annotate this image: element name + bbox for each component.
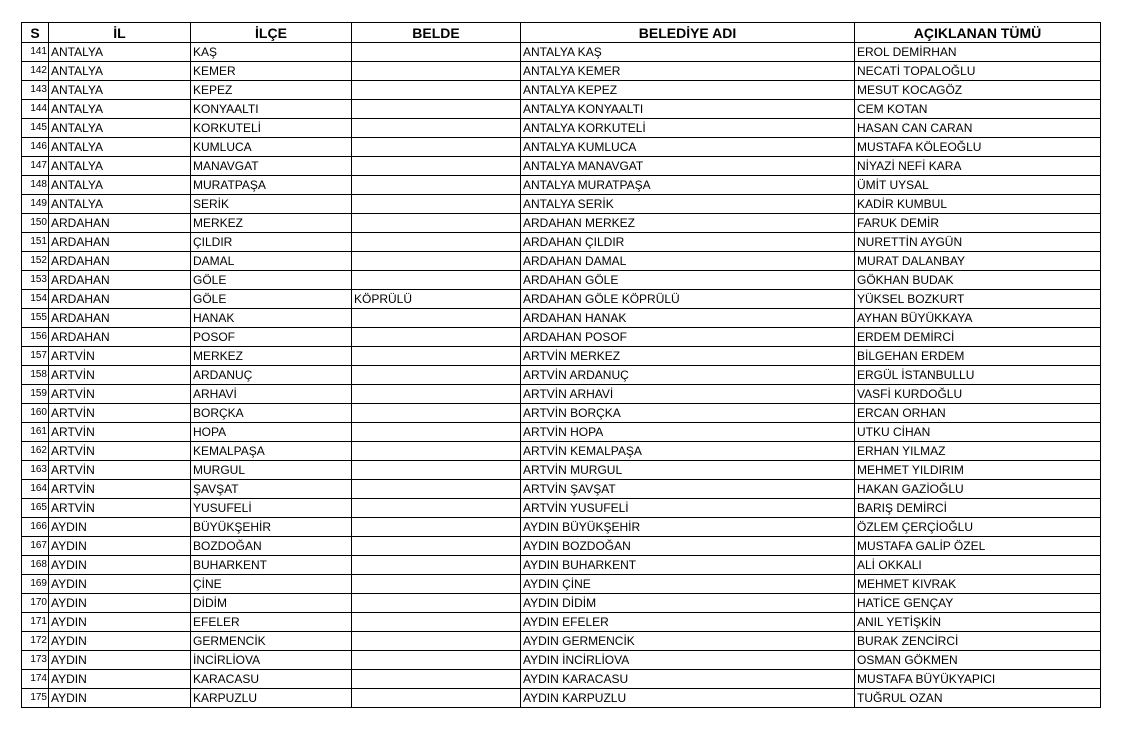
cell-il: ARDAHAN (49, 328, 191, 347)
cell-belde (352, 689, 521, 708)
cell-belde (352, 81, 521, 100)
row-number: 156 (22, 328, 49, 347)
cell-belde (352, 575, 521, 594)
row-number: 159 (22, 385, 49, 404)
table-row (22, 62, 1101, 81)
cell-belde (352, 537, 521, 556)
cell-belde (352, 385, 521, 404)
cell-aciklanan-tumu: NİYAZİ NEFİ KARA (855, 157, 1101, 176)
cell-ilce: ŞAVŞAT (191, 480, 352, 499)
cell-ilce: KARACASU (191, 670, 352, 689)
cell-belde (352, 233, 521, 252)
cell-ilce: ARDANUÇ (191, 366, 352, 385)
table-row (22, 651, 1101, 670)
cell-il: ARTVİN (49, 423, 191, 442)
table-row (22, 518, 1101, 537)
table-row (22, 556, 1101, 575)
cell-il: AYDIN (49, 556, 191, 575)
table-row (22, 290, 1101, 309)
table-row (22, 119, 1101, 138)
cell-belde (352, 670, 521, 689)
cell-belediye-adi: ARTVİN ARHAVİ (521, 385, 855, 404)
row-number: 170 (22, 594, 49, 613)
cell-ilce: KEPEZ (191, 81, 352, 100)
row-number: 166 (22, 518, 49, 537)
cell-belde (352, 518, 521, 537)
cell-belediye-adi: ANTALYA MANAVGAT (521, 157, 855, 176)
table-row (22, 594, 1101, 613)
table-row (22, 423, 1101, 442)
cell-aciklanan-tumu: UTKU CİHAN (855, 423, 1101, 442)
cell-ilce: MANAVGAT (191, 157, 352, 176)
cell-belde (352, 271, 521, 290)
table-row (22, 385, 1101, 404)
table-row (22, 157, 1101, 176)
table-row (22, 233, 1101, 252)
row-number: 148 (22, 176, 49, 195)
cell-ilce: KORKUTELİ (191, 119, 352, 138)
cell-il: ARTVİN (49, 461, 191, 480)
cell-aciklanan-tumu: ERHAN YILMAZ (855, 442, 1101, 461)
cell-belde (352, 100, 521, 119)
cell-belde (352, 195, 521, 214)
cell-belediye-adi: ARTVİN BORÇKA (521, 404, 855, 423)
cell-ilce: POSOF (191, 328, 352, 347)
cell-aciklanan-tumu: BİLGEHAN ERDEM (855, 347, 1101, 366)
row-number: 175 (22, 689, 49, 708)
cell-il: ARTVİN (49, 385, 191, 404)
table-row (22, 575, 1101, 594)
cell-aciklanan-tumu: HAKAN GAZİOĞLU (855, 480, 1101, 499)
row-number: 145 (22, 119, 49, 138)
cell-belde (352, 556, 521, 575)
cell-ilce: BÜYÜKŞEHİR (191, 518, 352, 537)
cell-ilce: KUMLUCA (191, 138, 352, 157)
row-number: 150 (22, 214, 49, 233)
cell-il: ANTALYA (49, 138, 191, 157)
table-row (22, 537, 1101, 556)
cell-belde (352, 309, 521, 328)
cell-belediye-adi: AYDIN BUHARKENT (521, 556, 855, 575)
cell-belde (352, 594, 521, 613)
cell-belediye-adi: AYDIN BOZDOĞAN (521, 537, 855, 556)
cell-ilce: BORÇKA (191, 404, 352, 423)
cell-aciklanan-tumu: CEM KOTAN (855, 100, 1101, 119)
cell-belediye-adi: ARTVİN YUSUFELİ (521, 499, 855, 518)
cell-belde (352, 632, 521, 651)
cell-ilce: BUHARKENT (191, 556, 352, 575)
row-number: 153 (22, 271, 49, 290)
table-row (22, 613, 1101, 632)
cell-il: ARDAHAN (49, 233, 191, 252)
table-row (22, 138, 1101, 157)
row-number: 155 (22, 309, 49, 328)
cell-il: ARDAHAN (49, 214, 191, 233)
cell-il: ARTVİN (49, 404, 191, 423)
cell-il: ARDAHAN (49, 252, 191, 271)
cell-aciklanan-tumu: FARUK DEMİR (855, 214, 1101, 233)
cell-aciklanan-tumu: HATİCE GENÇAY (855, 594, 1101, 613)
cell-aciklanan-tumu: MUSTAFA GALİP ÖZEL (855, 537, 1101, 556)
cell-il: ANTALYA (49, 119, 191, 138)
row-number: 152 (22, 252, 49, 271)
table-row (22, 309, 1101, 328)
header-aciklanan-tumu: AÇIKLANAN TÜMÜ (855, 23, 1101, 43)
table-row (22, 252, 1101, 271)
cell-belediye-adi: ANTALYA SERİK (521, 195, 855, 214)
cell-belediye-adi: ARDAHAN HANAK (521, 309, 855, 328)
table-body (22, 43, 1101, 708)
cell-belediye-adi: ARTVİN MURGUL (521, 461, 855, 480)
row-number: 151 (22, 233, 49, 252)
cell-ilce: HOPA (191, 423, 352, 442)
cell-aciklanan-tumu: ÜMİT UYSAL (855, 176, 1101, 195)
cell-il: AYDIN (49, 670, 191, 689)
cell-ilce: GÖLE (191, 290, 352, 309)
cell-ilce: MERKEZ (191, 214, 352, 233)
cell-belediye-adi: ARDAHAN DAMAL (521, 252, 855, 271)
cell-ilce: ÇILDIR (191, 233, 352, 252)
cell-belediye-adi: AYDIN İNCİRLİOVA (521, 651, 855, 670)
cell-belediye-adi: ANTALYA MURATPAŞA (521, 176, 855, 195)
table-row (22, 347, 1101, 366)
cell-il: AYDIN (49, 537, 191, 556)
cell-ilce: KEMALPAŞA (191, 442, 352, 461)
cell-belediye-adi: ARTVİN ARDANUÇ (521, 366, 855, 385)
cell-belde: KÖPRÜLÜ (352, 290, 521, 309)
header-row (22, 23, 1101, 43)
cell-belediye-adi: ARTVİN KEMALPAŞA (521, 442, 855, 461)
cell-il: AYDIN (49, 651, 191, 670)
cell-ilce: MERKEZ (191, 347, 352, 366)
cell-belediye-adi: ANTALYA KONYAALTI (521, 100, 855, 119)
cell-il: ANTALYA (49, 43, 191, 62)
row-number: 163 (22, 461, 49, 480)
header-il: İL (49, 23, 191, 43)
row-number: 149 (22, 195, 49, 214)
cell-il: ANTALYA (49, 176, 191, 195)
cell-il: ANTALYA (49, 100, 191, 119)
row-number: 167 (22, 537, 49, 556)
table-row (22, 404, 1101, 423)
table-row (22, 214, 1101, 233)
table-row (22, 670, 1101, 689)
cell-ilce: İNCİRLİOVA (191, 651, 352, 670)
cell-il: AYDIN (49, 689, 191, 708)
cell-belediye-adi: ANTALYA KEMER (521, 62, 855, 81)
cell-ilce: KARPUZLU (191, 689, 352, 708)
row-number: 173 (22, 651, 49, 670)
cell-il: AYDIN (49, 518, 191, 537)
cell-aciklanan-tumu: ERDEM DEMİRCİ (855, 328, 1101, 347)
table-row (22, 81, 1101, 100)
cell-il: ANTALYA (49, 157, 191, 176)
cell-belde (352, 214, 521, 233)
results-table (21, 22, 1101, 708)
row-number: 169 (22, 575, 49, 594)
row-number: 157 (22, 347, 49, 366)
cell-il: AYDIN (49, 575, 191, 594)
cell-belediye-adi: ARDAHAN GÖLE (521, 271, 855, 290)
cell-ilce: HANAK (191, 309, 352, 328)
cell-belde (352, 119, 521, 138)
cell-aciklanan-tumu: BURAK ZENCİRCİ (855, 632, 1101, 651)
cell-il: AYDIN (49, 594, 191, 613)
cell-aciklanan-tumu: ANIL YETİŞKİN (855, 613, 1101, 632)
cell-belediye-adi: AYDIN DİDİM (521, 594, 855, 613)
cell-belediye-adi: AYDIN BÜYÜKŞEHİR (521, 518, 855, 537)
row-number: 160 (22, 404, 49, 423)
row-number: 174 (22, 670, 49, 689)
cell-ilce: KONYAALTI (191, 100, 352, 119)
row-number: 143 (22, 81, 49, 100)
cell-il: ARDAHAN (49, 309, 191, 328)
cell-ilce: KAŞ (191, 43, 352, 62)
cell-belde (352, 442, 521, 461)
cell-belediye-adi: AYDIN GERMENCİK (521, 632, 855, 651)
cell-il: ARDAHAN (49, 271, 191, 290)
table-row (22, 271, 1101, 290)
table-row (22, 43, 1101, 62)
row-number: 161 (22, 423, 49, 442)
table-row (22, 366, 1101, 385)
cell-belediye-adi: ARTVİN HOPA (521, 423, 855, 442)
cell-il: ANTALYA (49, 195, 191, 214)
cell-ilce: GÖLE (191, 271, 352, 290)
cell-aciklanan-tumu: ERGÜL İSTANBULLU (855, 366, 1101, 385)
table-row (22, 480, 1101, 499)
cell-aciklanan-tumu: HASAN CAN CARAN (855, 119, 1101, 138)
cell-belediye-adi: ANTALYA KORKUTELİ (521, 119, 855, 138)
cell-belediye-adi: ARDAHAN GÖLE KÖPRÜLÜ (521, 290, 855, 309)
table-row (22, 689, 1101, 708)
cell-belde (352, 461, 521, 480)
cell-belde (352, 138, 521, 157)
cell-aciklanan-tumu: MESUT KOCAGÖZ (855, 81, 1101, 100)
cell-aciklanan-tumu: BARIŞ DEMİRCİ (855, 499, 1101, 518)
table-row (22, 100, 1101, 119)
cell-belediye-adi: AYDIN KARACASU (521, 670, 855, 689)
cell-belediye-adi: AYDIN EFELER (521, 613, 855, 632)
header-s: S (22, 23, 49, 43)
cell-il: ARDAHAN (49, 290, 191, 309)
cell-il: ARTVİN (49, 366, 191, 385)
row-number: 141 (22, 43, 49, 62)
cell-belde (352, 404, 521, 423)
cell-belediye-adi: ANTALYA KAŞ (521, 43, 855, 62)
cell-belediye-adi: ARDAHAN MERKEZ (521, 214, 855, 233)
cell-ilce: DAMAL (191, 252, 352, 271)
cell-il: AYDIN (49, 613, 191, 632)
cell-aciklanan-tumu: EROL DEMİRHAN (855, 43, 1101, 62)
cell-ilce: ÇİNE (191, 575, 352, 594)
cell-belediye-adi: AYDIN KARPUZLU (521, 689, 855, 708)
cell-belediye-adi: ARDAHAN ÇILDIR (521, 233, 855, 252)
cell-belediye-adi: ARDAHAN POSOF (521, 328, 855, 347)
cell-belediye-adi: ANTALYA KUMLUCA (521, 138, 855, 157)
cell-belde (352, 43, 521, 62)
cell-aciklanan-tumu: ALİ OKKALI (855, 556, 1101, 575)
row-number: 147 (22, 157, 49, 176)
cell-il: AYDIN (49, 632, 191, 651)
cell-ilce: BOZDOĞAN (191, 537, 352, 556)
cell-belediye-adi: ARTVİN ŞAVŞAT (521, 480, 855, 499)
header-belde: BELDE (352, 23, 521, 43)
row-number: 171 (22, 613, 49, 632)
table-row (22, 461, 1101, 480)
row-number: 158 (22, 366, 49, 385)
cell-aciklanan-tumu: GÖKHAN BUDAK (855, 271, 1101, 290)
cell-ilce: SERİK (191, 195, 352, 214)
cell-aciklanan-tumu: MEHMET YILDIRIM (855, 461, 1101, 480)
cell-ilce: KEMER (191, 62, 352, 81)
cell-aciklanan-tumu: MUSTAFA BÜYÜKYAPICI (855, 670, 1101, 689)
table-row (22, 632, 1101, 651)
cell-il: ARTVİN (49, 499, 191, 518)
cell-aciklanan-tumu: OSMAN GÖKMEN (855, 651, 1101, 670)
cell-il: ARTVİN (49, 480, 191, 499)
cell-belde (352, 366, 521, 385)
cell-belediye-adi: ANTALYA KEPEZ (521, 81, 855, 100)
cell-belde (352, 157, 521, 176)
row-number: 144 (22, 100, 49, 119)
cell-aciklanan-tumu: ERCAN ORHAN (855, 404, 1101, 423)
cell-aciklanan-tumu: NURETTİN AYGÜN (855, 233, 1101, 252)
table-row (22, 328, 1101, 347)
row-number: 162 (22, 442, 49, 461)
cell-aciklanan-tumu: VASFİ KURDOĞLU (855, 385, 1101, 404)
cell-ilce: MURATPAŞA (191, 176, 352, 195)
table-row (22, 499, 1101, 518)
cell-belde (352, 480, 521, 499)
cell-belde (352, 328, 521, 347)
row-number: 164 (22, 480, 49, 499)
row-number: 168 (22, 556, 49, 575)
cell-ilce: GERMENCİK (191, 632, 352, 651)
cell-belde (352, 176, 521, 195)
cell-aciklanan-tumu: MUSTAFA KÖLEOĞLU (855, 138, 1101, 157)
row-number: 165 (22, 499, 49, 518)
cell-ilce: EFELER (191, 613, 352, 632)
cell-il: ANTALYA (49, 62, 191, 81)
cell-aciklanan-tumu: NECATİ TOPALOĞLU (855, 62, 1101, 81)
cell-il: ARTVİN (49, 347, 191, 366)
cell-belde (352, 252, 521, 271)
cell-aciklanan-tumu: ÖZLEM ÇERÇİOĞLU (855, 518, 1101, 537)
cell-belde (352, 423, 521, 442)
cell-aciklanan-tumu: YÜKSEL BOZKURT (855, 290, 1101, 309)
table-row (22, 176, 1101, 195)
cell-ilce: ARHAVİ (191, 385, 352, 404)
cell-belde (352, 62, 521, 81)
cell-aciklanan-tumu: TUĞRUL OZAN (855, 689, 1101, 708)
header-ilce: İLÇE (191, 23, 352, 43)
cell-belde (352, 613, 521, 632)
cell-il: ANTALYA (49, 81, 191, 100)
row-number: 142 (22, 62, 49, 81)
table-row (22, 442, 1101, 461)
cell-belediye-adi: ARTVİN MERKEZ (521, 347, 855, 366)
row-number: 146 (22, 138, 49, 157)
row-number: 154 (22, 290, 49, 309)
cell-il: ARTVİN (49, 442, 191, 461)
cell-aciklanan-tumu: MEHMET KIVRAK (855, 575, 1101, 594)
cell-belde (352, 347, 521, 366)
cell-ilce: YUSUFELİ (191, 499, 352, 518)
cell-ilce: DİDİM (191, 594, 352, 613)
header-belediye-adi: BELEDİYE ADI (521, 23, 855, 43)
cell-belde (352, 499, 521, 518)
cell-belde (352, 651, 521, 670)
cell-aciklanan-tumu: MURAT DALANBAY (855, 252, 1101, 271)
cell-aciklanan-tumu: AYHAN BÜYÜKKAYA (855, 309, 1101, 328)
row-number: 172 (22, 632, 49, 651)
cell-ilce: MURGUL (191, 461, 352, 480)
cell-aciklanan-tumu: KADİR KUMBUL (855, 195, 1101, 214)
table-row (22, 195, 1101, 214)
cell-belediye-adi: AYDIN ÇİNE (521, 575, 855, 594)
